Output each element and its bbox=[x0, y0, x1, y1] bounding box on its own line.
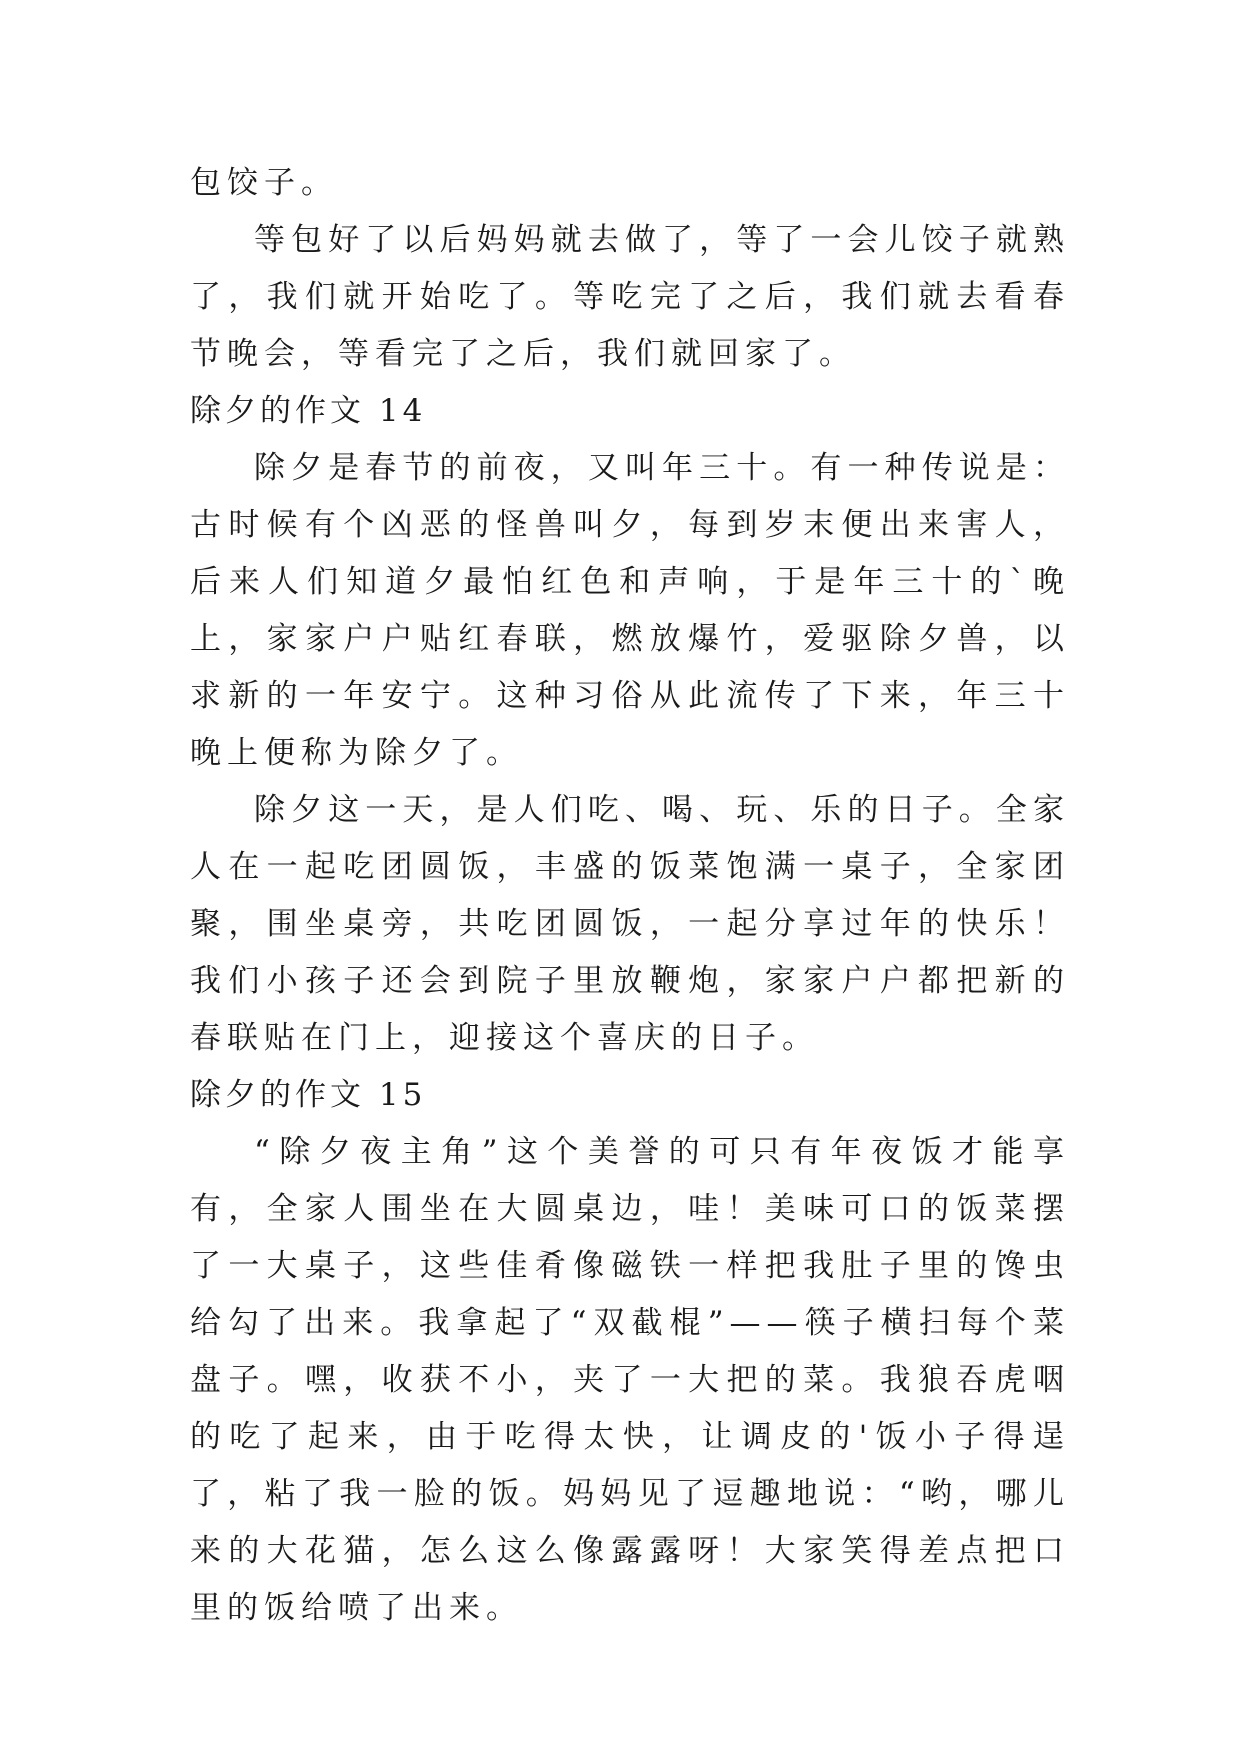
paragraph: 除夕这一天，是人们吃、喝、玩、乐的日子。全家人在一起吃团圆饭，丰盛的饭菜饱满一桌子，全家团聚，围坐桌旁，共吃团圆饭，一起分享过年的快乐！我们小孩子还会到院子里放鞭炮，家家户户都把新的春联贴在门上，迎接这个喜庆的日子。 bbox=[190, 792, 1070, 1056]
paragraph: 除夕是春节的前夜，又叫年三十。有一种传说是：古时候有个凶恶的怪兽叫夕，每到岁末便出来害人，后来人们知道夕最怕红色和声响，于是年三十的`晚上，家家户户贴红春联，燃放爆竹，爱驱除夕兽，以求新的一年安宁。这种习俗从此流传了下来，年三十晚上便称为除夕了。 bbox=[190, 450, 1070, 771]
paragraph: “除夕夜主角”这个美誉的可只有年夜饭才能享有，全家人围坐在大圆桌边，哇！美味可口的饭菜摆了一大桌子，这些佳肴像磁铁一样把我肚子里的馋虫给勾了出来。我拿起了“双截棍”——筷子横扫每个菜盘子。嘿，收获不小，夹了一大把的菜。我狼吞虎咽的吃了起来，由于吃得太快，让调皮的'饭小子得逞了，粘了我一脸的饭。妈妈见了逗趣地说：“哟，哪儿来的大花猫，怎么这么像露露呀！大家笑得差点把口里的饭给喷了出来。 bbox=[190, 1134, 1070, 1626]
paragraph-continued: 包饺子。 bbox=[190, 165, 338, 201]
essay-heading: 除夕的作文 14 bbox=[190, 393, 427, 429]
paragraph: 等包好了以后妈妈就去做了，等了一会儿饺子就熟了，我们就开始吃了。等吃完了之后，我们就去看春节晚会，等看完了之后，我们就回家了。 bbox=[190, 222, 1070, 372]
essay-heading: 除夕的作文 15 bbox=[190, 1077, 427, 1113]
document-body bbox=[190, 155, 1070, 1637]
